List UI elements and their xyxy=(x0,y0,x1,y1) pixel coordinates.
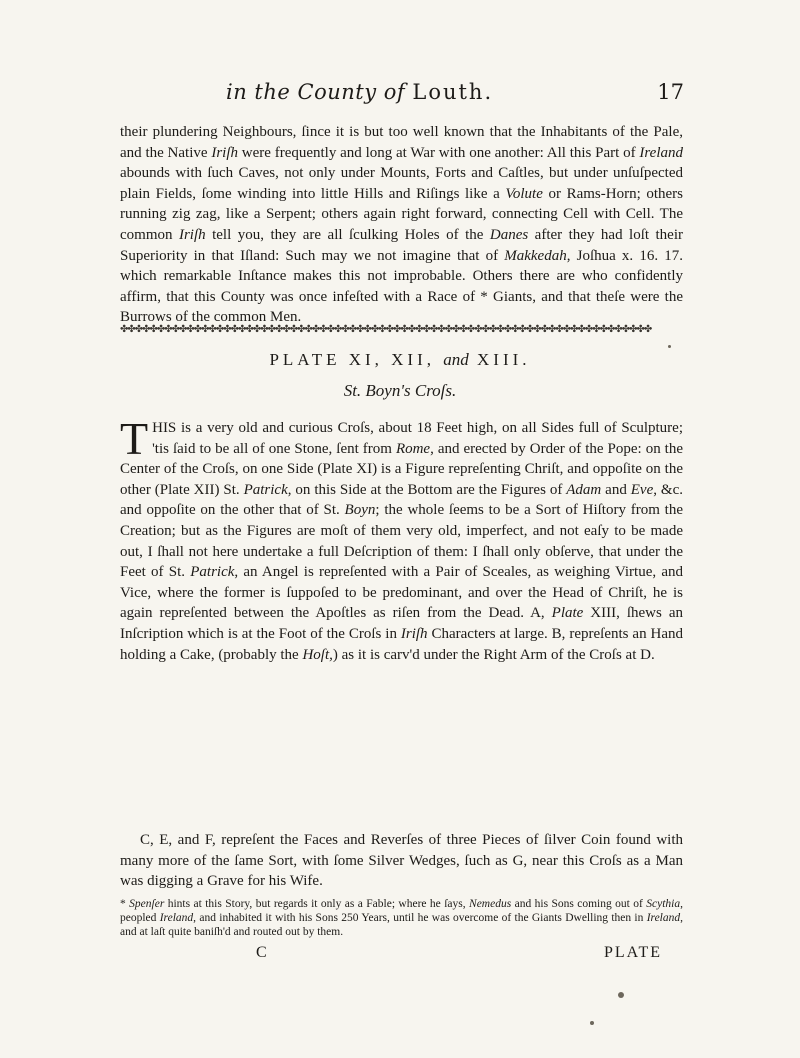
text-run-italic: Scythia xyxy=(646,898,681,910)
text-run-italic: Makkedah xyxy=(504,247,567,264)
drop-cap: T xyxy=(120,413,149,464)
text-run-italic: Plate xyxy=(551,605,584,622)
text-run: , and at laſt quite baniſh'd and routed out by them. xyxy=(120,912,684,938)
footnote-marker: * xyxy=(120,898,130,910)
text-run: abounds with ſuch Caves, not only under Mounts, Forts and Caſtles, but under unſuſpected plain Fields, ſome winding into little Hills and Riſings like a xyxy=(120,165,683,202)
text-run-italic: Eve xyxy=(630,481,654,498)
text-run: , &c. and oppoſite on the other that of St. xyxy=(120,481,683,519)
text-run-italic: Iriſh xyxy=(400,625,428,642)
text-run: , an Angel is repreſented with a Pair of Sceales, as weighing Virtue, and Vice, where the former is ſuppoſed to be predominant, and over the Head of Chriſt, he is again repreſented between the Apoſtles as riſen from the Dead. A, xyxy=(120,564,683,622)
text-run-italic: Ireland xyxy=(159,912,194,924)
catchword: PLATE xyxy=(604,944,662,961)
text-run-italic: Ireland xyxy=(639,144,683,161)
ink-spot xyxy=(590,1021,594,1025)
text-run: , on this Side at the Bottom are the Figures of xyxy=(287,481,567,498)
text-run-italic: Patrick xyxy=(243,481,288,498)
text-run-italic: Volute xyxy=(505,185,543,202)
plate-heading-end: XIII. xyxy=(468,350,531,369)
page-number: 17 xyxy=(657,80,684,104)
text-run: , Joſhua x. 16. 17. which remarkable Inſtance makes this not improbable. Others there are who confidently affirm, that this County was once infeſted with a Race of * Giants, and that theſe were the Burrows of the common Men. xyxy=(120,247,683,326)
text-run-italic: Hoſt, xyxy=(302,646,333,663)
text-run-italic: Boyn xyxy=(344,502,376,519)
running-head-in-the: in the xyxy=(226,80,291,104)
text-run: HIS is a very old and curious Croſs, about 18 Feet high, on all Sides full of Sculpture; 'tis ſaid to be all of one Stone, ſent from xyxy=(152,420,683,457)
text-run: and his Sons coming out of xyxy=(511,898,647,910)
coins-text: C, E, and F, repreſent the Faces and Reverſes of three Pieces of ſilver Coin found with many more of the ſame Sort, with ſome Silver Wedges, ſuch as G, near this Croſs as a Man was digging a Grave for his Wife. xyxy=(120,832,683,890)
text-run: , peopled xyxy=(120,898,684,924)
running-head-title xyxy=(226,80,493,104)
text-run-italic: Iriſh xyxy=(211,144,238,161)
text-run: or Rams-Horn; others running zig zag, like a Serpent; others again right forward, connecting Cell with Cell. The common xyxy=(120,185,683,243)
text-run: tell you, they are all ſculking Holes of the xyxy=(205,226,490,243)
paragraph-caves xyxy=(120,122,683,328)
text-run: after they had loſt their Superiority in that Iſland: Such may we not imagine that of xyxy=(120,226,684,264)
running-header xyxy=(0,80,800,110)
text-run: their plundering Neighbours, ſince it is but too well known that the Inhabitants of the Pale, and the Native xyxy=(120,124,683,161)
footnote xyxy=(120,897,683,939)
running-head-louth: Louth. xyxy=(412,80,494,104)
text-run: Characters at large. B, repreſents an Hand holding a Cake, (probably the xyxy=(120,625,683,663)
paragraph-cross xyxy=(120,413,684,665)
signature-mark: C xyxy=(256,944,267,961)
text-run: XIII, ſhews an Inſcription which is at the Foot of the Croſs in xyxy=(120,605,683,642)
decorative-rule: ✤✤✤✤✤✤✤✤✤✤✤✤✤✤✤✤✤✤✤✤✤✤✤✤✤✤✤✤✤✤✤✤✤✤✤✤✤✤✤✤✤✤✤✤✤✤✤✤✤✤✤✤✤✤✤✤✤✤✤✤✤✤✤✤✤✤✤✤✤✤✤✤ xyxy=(120,324,652,335)
text-run: and xyxy=(601,481,631,498)
text-run-italic: Danes xyxy=(489,226,529,243)
plate-subtitle: St. Boyn's Croſs. xyxy=(343,381,457,400)
text-run: were frequently and long at War with one another: All this Part of xyxy=(238,144,640,161)
text-run: , and erected by Order of the Pope: on the Center of the Croſs, on one Side (Plate XI) is a Figure repreſenting Chriſt, and oppoſite on the other (Plate XII) St. xyxy=(120,440,684,498)
paragraph-coins xyxy=(120,830,683,892)
running-head-county: County xyxy=(297,80,377,104)
running-head-of: of xyxy=(383,80,406,104)
plate-heading-text: PLATE XI, XII, xyxy=(269,350,444,369)
text-run: ; the whole ſeems to be a Sort of Hiſtory from the Creation; but as the Figures are moſt of them very old, imperfect, and not eaſy to be made out, I ſhall not here undertake a full Deſcription of them: I ſhall only obſerve, that under the Feet of St. xyxy=(120,502,684,581)
ink-spot xyxy=(618,992,624,998)
text-run: , and inhabited it with his Sons 250 Years, until he was overcome of the Giants Dwelling then in xyxy=(193,912,647,924)
text-run: hints at this Story, but regards it only as a Fable; where he ſays, xyxy=(164,898,470,910)
text-run-italic: Rome xyxy=(395,440,431,457)
text-run-italic: Iriſh xyxy=(178,226,206,243)
text-run: ) as it is carv'd under the Right Arm of the Croſs at D. xyxy=(332,646,655,663)
text-run-italic: Spenſer xyxy=(129,898,165,910)
ink-spot xyxy=(668,345,671,348)
text-run-italic: Ireland xyxy=(646,912,681,924)
plate-heading-and: and xyxy=(443,350,469,369)
plate-heading xyxy=(0,350,800,370)
text-run-italic: Patrick xyxy=(190,564,235,581)
text-run-italic: Nemedus xyxy=(469,898,512,910)
text-run-italic: Adam xyxy=(566,481,602,498)
